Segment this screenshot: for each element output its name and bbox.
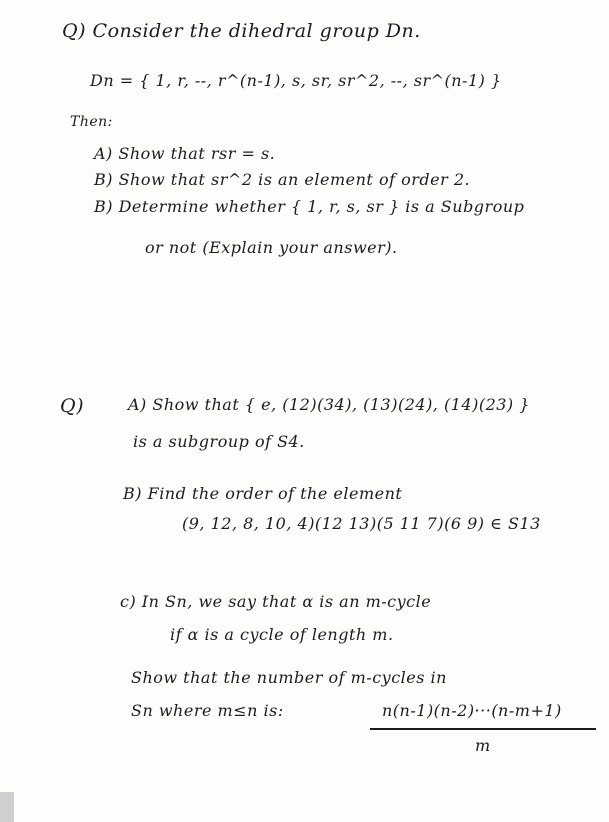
- q2-part-c-line2: if α is a cycle of length m.: [170, 625, 394, 644]
- q1-header: Q) Consider the dihedral group Dn.: [62, 20, 421, 42]
- q1-part-b2-line1: B) Determine whether { 1, r, s, sr } is a Subgroup: [94, 197, 525, 216]
- q1-set-definition: Dn = { 1, r, --, r^(n-1), s, sr, sr^2, --, sr^(n-1) }: [90, 71, 502, 90]
- formula-numerator: n(n-1)(n-2)···(n-m+1): [382, 701, 562, 720]
- q2-label: Q): [60, 395, 84, 417]
- fraction-bar: [370, 728, 596, 730]
- q2-part-c-line1: c) In Sn, we say that α is an m-cycle: [120, 592, 432, 611]
- q2-part-a-line1: A) Show that { e, (12)(34), (13)(24), (14)(23) }: [128, 395, 530, 414]
- q2-part-b-line2: (9, 12, 8, 10, 4)(12 13)(5 11 7)(6 9) ∈ S13: [182, 514, 541, 533]
- formula-denominator: m: [475, 736, 491, 755]
- q2-part-c-line4: Sn where m≤n is:: [131, 701, 284, 720]
- q1-part-a: A) Show that rsr = s.: [94, 144, 276, 163]
- q1-part-b1: B) Show that sr^2 is an element of order 2.: [94, 170, 471, 189]
- q1-part-b2-line2: or not (Explain your answer).: [145, 238, 398, 257]
- q2-part-c-line3: Show that the number of m-cycles in: [131, 668, 447, 687]
- q1-then-label: Then:: [70, 114, 113, 130]
- q2-part-a-line2: is a subgroup of S4.: [133, 432, 305, 451]
- page-edge-shadow: [0, 792, 14, 822]
- q2-part-b-line1: B) Find the order of the element: [123, 484, 403, 503]
